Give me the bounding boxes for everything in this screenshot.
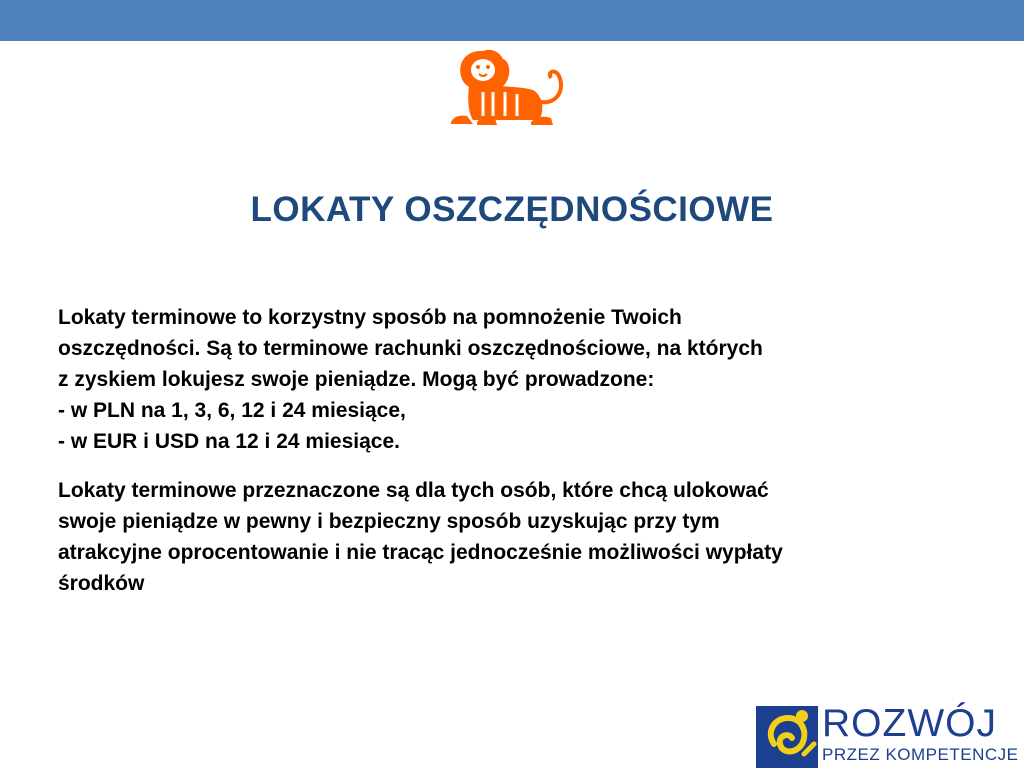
body-paragraph-1 xyxy=(58,302,958,457)
body-paragraph-2 xyxy=(58,475,958,599)
rozwoj-logo-subtitle: PRZEZ KOMPETENCJE xyxy=(822,745,1019,764)
top-bar xyxy=(0,0,1024,41)
paragraph-line: oszczędności. Są to terminowe rachunki oszczędnościowe, na których xyxy=(58,337,763,360)
list-item-pln: - w PLN na 1, 3, 6, 12 i 24 miesiące, xyxy=(58,399,406,422)
rozwoj-logo-word: ROZWÓJ xyxy=(822,702,997,745)
paragraph-line: Lokaty terminowe to korzystny sposób na pomnożenie Twoich xyxy=(58,306,682,329)
paragraph-line: Lokaty terminowe przeznaczone są dla tych osób, które chcą ulokować xyxy=(58,479,769,502)
paragraph-line: swoje pieniądze w pewny i bezpieczny sposób uzyskując przy tym xyxy=(58,510,720,533)
lion-logo-icon xyxy=(447,46,571,128)
paragraph-line: z zyskiem lokujesz swoje pieniądze. Mogą być prowadzone: xyxy=(58,368,655,391)
paragraph-line: atrakcyjne oprocentowanie i nie tracąc jednocześnie możliwości wypłaty xyxy=(58,541,783,564)
slide-body xyxy=(58,302,958,599)
slide-title: LOKATY OSZCZĘDNOŚCIOWE xyxy=(250,190,774,229)
list-item-eur-usd: - w EUR i USD na 12 i 24 miesiące. xyxy=(58,430,400,453)
paragraph-line: środków xyxy=(58,572,145,595)
